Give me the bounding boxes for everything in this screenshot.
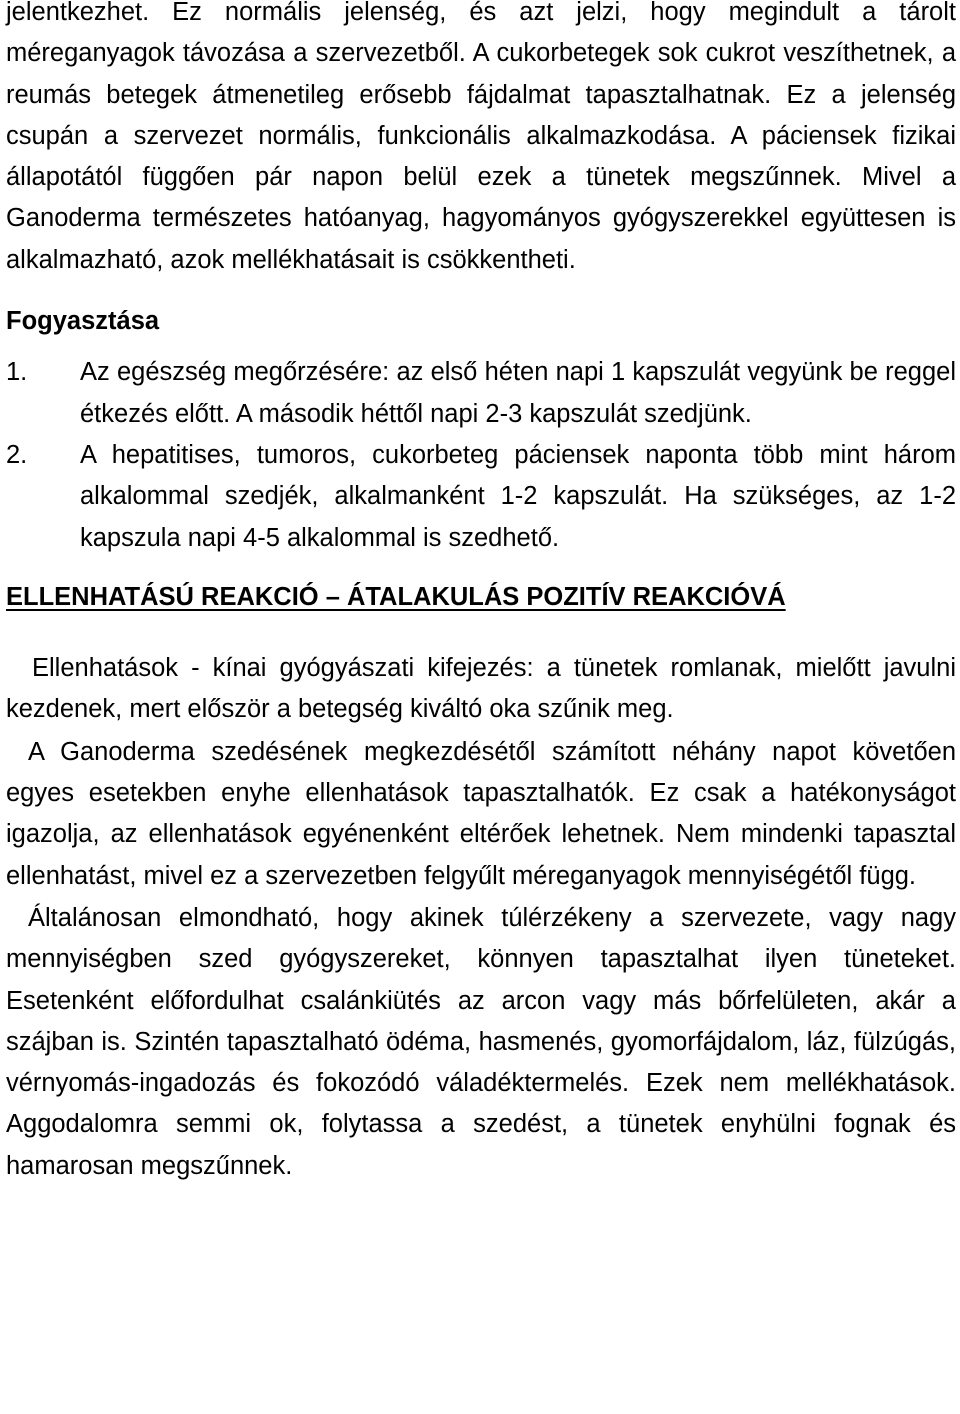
section-heading-ellenhatas: ELLENHATÁSÚ REAKCIÓ – ÁTALAKULÁS POZITÍV REAKCIÓVÁ [6,582,786,611]
paragraph-altalanosan: Általánosan elmondható, hogy akinek túlérzékeny a szervezete, vagy nagy mennyiségben szed gyógyszereket, könnyen tapasztalhat ilyen tüneteket. Esetenként előfordulhat csalánkiütés az arcon vagy más bőrfelületen, akár a szájban is. Szintén tapasztalható ödéma, hasmenés, gyomorfájdalom, láz, fülzúgás, vérnyomás-ingadozás és fokozódó váladéktermelés. Ezek nem mellékhatások. Aggodalomra semmi ok, folytassa a szedést, a tünetek enyhülni fognak és hamarosan megszűnnek. [6,903,956,1180]
list-item [6,352,956,435]
paragraph-ganoderma: A Ganoderma szedésének megkezdésétől számított néhány napot követően egyes esetekben enyhe ellenhatások tapasztalhatók. Ez csak a hatékonyságot igazolja, az ellenhatások egyénenként eltérőek lehetnek. Nem mindenki tapasztal ellenhatást, mivel ez a szervezetben felgyűlt méreganyagok mennyiségétől függ. [6,737,956,890]
section-heading-fogyasztasa: Fogyasztása [6,307,160,336]
list-item-text: Az egészség megőrzésére: az első héten napi 1 kapszulát vegyünk be reggel étkezés előtt. A második héttől napi 2-3 kapszulát szedjünk. [80,358,956,428]
list-item-text: A hepatitises, tumoros, cukorbeteg páciensek naponta több mint három alkalommal szedjék, alkalmanként 1-2 kapszulát. Ha szükséges, az 1-2 kapszula napi 4-5 alkalommal is szedhető. [80,440,956,552]
intro-paragraph: jelentkezhet. Ez normális jelenség, és azt jelzi, hogy megindult a tárolt méreganyagok távozása a szervezetből. A cukorbetegek sok cukrot veszíthetnek, a reumás betegek átmenetileg erősebb fájdalmat tapasztalhatnak. Ez a jelenség csupán a szervezet normális, funkcionális alkalmazkodása. A páciensek fizikai állapotától függően pár napon belül ezek a tünetek megszűnnek. Mivel a Ganoderma természetes hatóanyag, hagyományos gyógyszerekkel együttesen is alkalmazható, azok mellékhatásait is csökkentheti. [6,0,956,274]
list-item-number: 1. [6,358,28,387]
list-item [6,435,956,559]
dosage-list [6,352,956,558]
paragraph-ellenhatasok: Ellenhatások - kínai gyógyászati kifejezés: a tünetek romlanak, mielőtt javulni kezdenek, mert először a betegség kiváltó oka szűnik meg. [6,654,956,724]
list-item-number: 2. [6,440,28,469]
